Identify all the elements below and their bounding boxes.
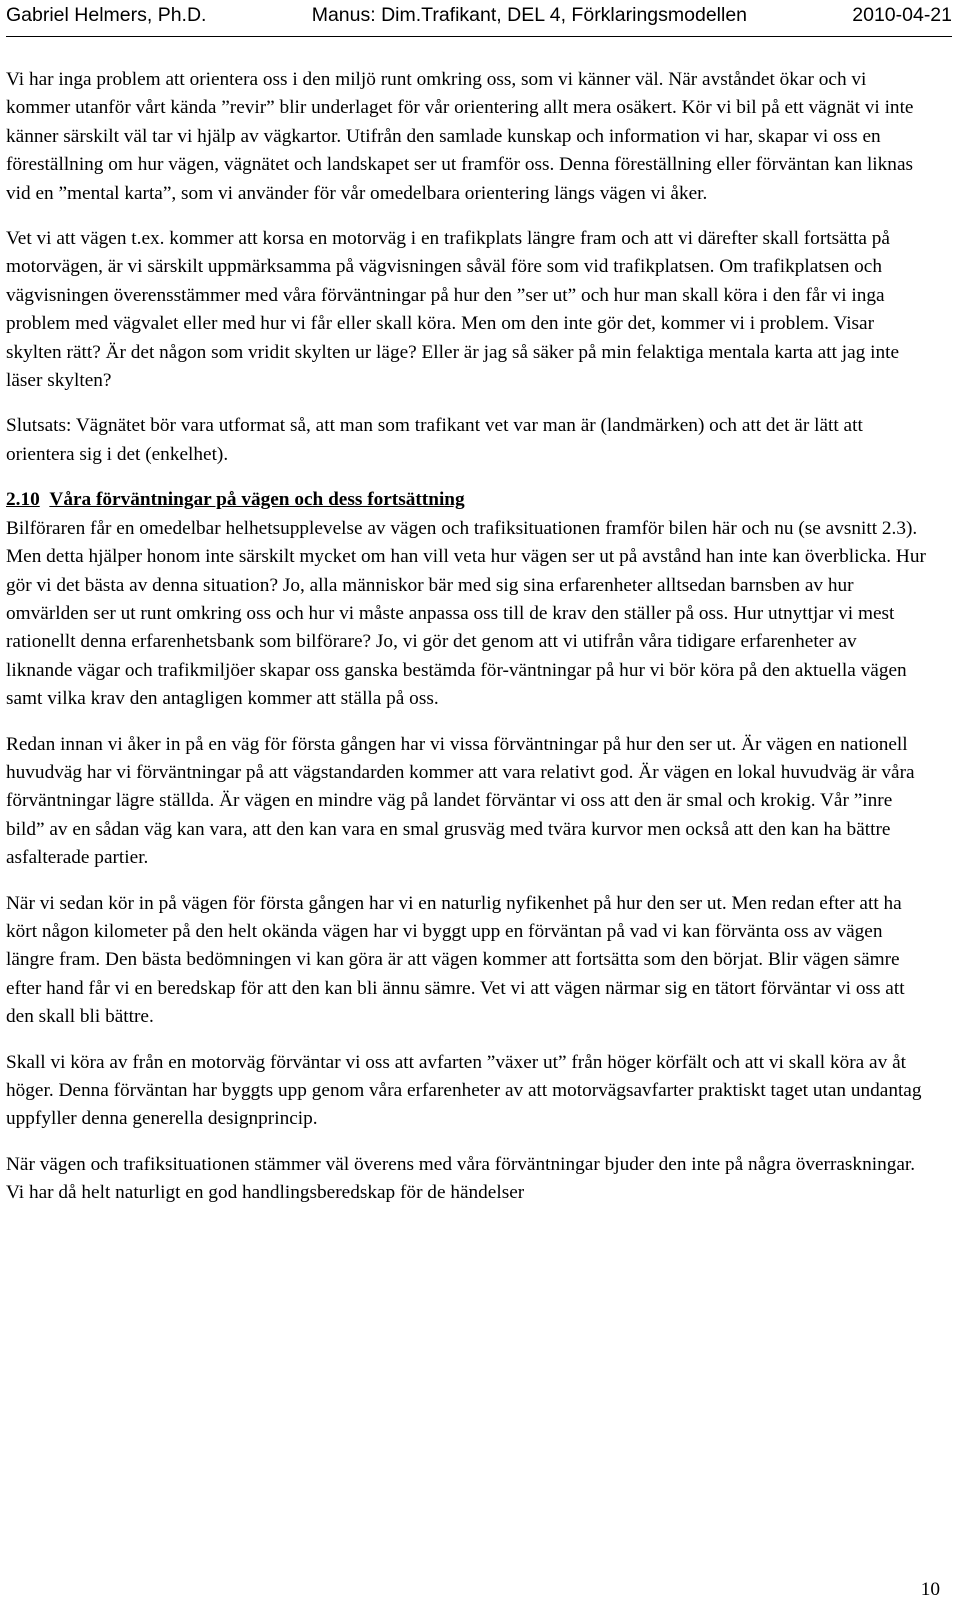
section-heading bbox=[6, 486, 926, 514]
document-body bbox=[6, 66, 926, 1225]
paragraph-motorway-exit: Skall vi köra av från en motorväg förväntar vi oss att avfarten ”växer ut” från höger körfält och att vi skall köra av åt höger. Denna förväntan har byggts upp genom våra erfarenheter av att motorvägsavfarter praktiskt taget utan undantag uppfyller denna generella designprincip. bbox=[6, 1051, 922, 1130]
paragraph-curiosity: När vi sedan kör in på vägen för första gången har vi en naturlig nyfikenhet på hur den ser ut. Men redan efter att ha kört någon kilometer på den helt okända vägen har vi byggt upp en förväntan på vad vi kan förvänta oss av vägen längre fram. Den bästa bedömningen vi kan göra är att vägen kommer att fortsätta som den börjat. Blir vägen sämre efter hand får vi en beredskap för att den kan bli ännu sämre. Vet vi att vägen närmar sig en tätort förväntar vi oss att den skall bli bättre. bbox=[6, 892, 905, 1028]
header-author: Gabriel Helmers, Ph.D. bbox=[6, 4, 207, 26]
paragraph-orientation: Vi har inga problem att orientera oss i den miljö runt omkring oss, som vi känner väl. När avståndet ökar och vi kommer utanför vårt kända ”revir” blir underlaget för vår orientering allt mera osäkert. Kör vi bil på ett vägnät vi inte känner särskilt väl tar vi hjälp av vägkartor. Utifrån den samlade kunskap och information vi har, skapar vi oss en föreställning om hur vägen, vägnätet och landskapet ser ut framför oss. Denna föreställning eller förväntan kan liknas vid en ”mental karta”, som vi använder för vår omedelbara orientering längs vägen vi åker. bbox=[6, 69, 914, 204]
paragraph-motorway-example: Vet vi att vägen t.ex. kommer att korsa en motorväg i en trafikplats längre fram och att vi därefter skall fortsätta på motorvägen, är vi särskilt uppmärksamma på vägvisningen såväl före som vid trafikplatsen. Om trafikplatsen och vägvisningen överensstämmer med våra förväntningar på hur den ”ser ut” och hur man skall köra i den får vi inga problem med vägvalet eller med hur vi får eller skall köra. Men om den inte gör det, kommer vi i problem. Visar skylten rätt? Är det någon som vridit skylten ur läge? Eller är jag så säker på min felaktiga mentala karta att jag inte läser skylten? bbox=[6, 228, 900, 392]
section-heading-number: 2.10 bbox=[6, 489, 40, 511]
header-manuscript: Manus: Dim.Trafikant, DEL 4, Förklaringsmodellen bbox=[311, 4, 748, 26]
paragraph-conclusion: Slutsats: Vägnätet bör vara utformat så, att man som trafikant vet var man är (landmärken) och att det är lätt att orientera sig i det (enkelhet). bbox=[6, 415, 863, 465]
paragraph-first-time-road: Redan innan vi åker in på en väg för första gången har vi vissa förväntningar på hur den ser ut. Är vägen en nationell huvudväg har vi förväntningar på att vägstandarden kommer att vara relativt god. Är vägen en lokal huvudväg är våra förväntningar lägre ställda. Är vägen en mindre väg på landet förväntar vi oss att den är smal och krokig. Vår ”inre bild” av en sådan väg kan vara, att den kan vara en smal grusväg med tvära kurvor men också att den kan ha bättre asfalterade partier. bbox=[6, 733, 915, 869]
page-number: 10 bbox=[920, 1579, 940, 1600]
header-date: 2010-04-21 bbox=[852, 4, 952, 26]
paragraph-no-surprises: När vägen och trafiksituationen stämmer väl överens med våra förväntningar bjuder den inte på några överraskningar. Vi har då helt naturligt en god handlingsberedskap för de händelser bbox=[6, 1153, 916, 1204]
page-header bbox=[6, 2, 952, 37]
paragraph-overall-experience: Bilföraren får en omedelbar helhetsupplevelse av vägen och trafiksituationen framför bilen här och nu (se avsnitt 2.3). Men detta hjälper honom inte särskilt mycket om han vill veta hur vägen ser ut på avstånd han inte kan överblicka. Hur gör vi det bästa av denna situation? Jo, alla människor bär med sig sina erfarenheter alltsedan barnsben av hur omvärlden ser ut runt omkring oss och hur vi måste anpassa oss till de krav den ställer på oss. Hur utnyttjar vi mest rationellt denna erfarenhetsbank som bilförare? Jo, vi gör det genom att vi utifrån våra tidigare erfarenheter av liknande vägar och trafikmiljöer skapar oss ganska bestämda för-väntningar på hur vi bör köra på den aktuella vägen samt vilka krav den antagligen kommer att ställa på oss. bbox=[6, 517, 926, 710]
section-heading-title: Våra förväntningar på vägen och dess fortsättning bbox=[49, 489, 465, 511]
